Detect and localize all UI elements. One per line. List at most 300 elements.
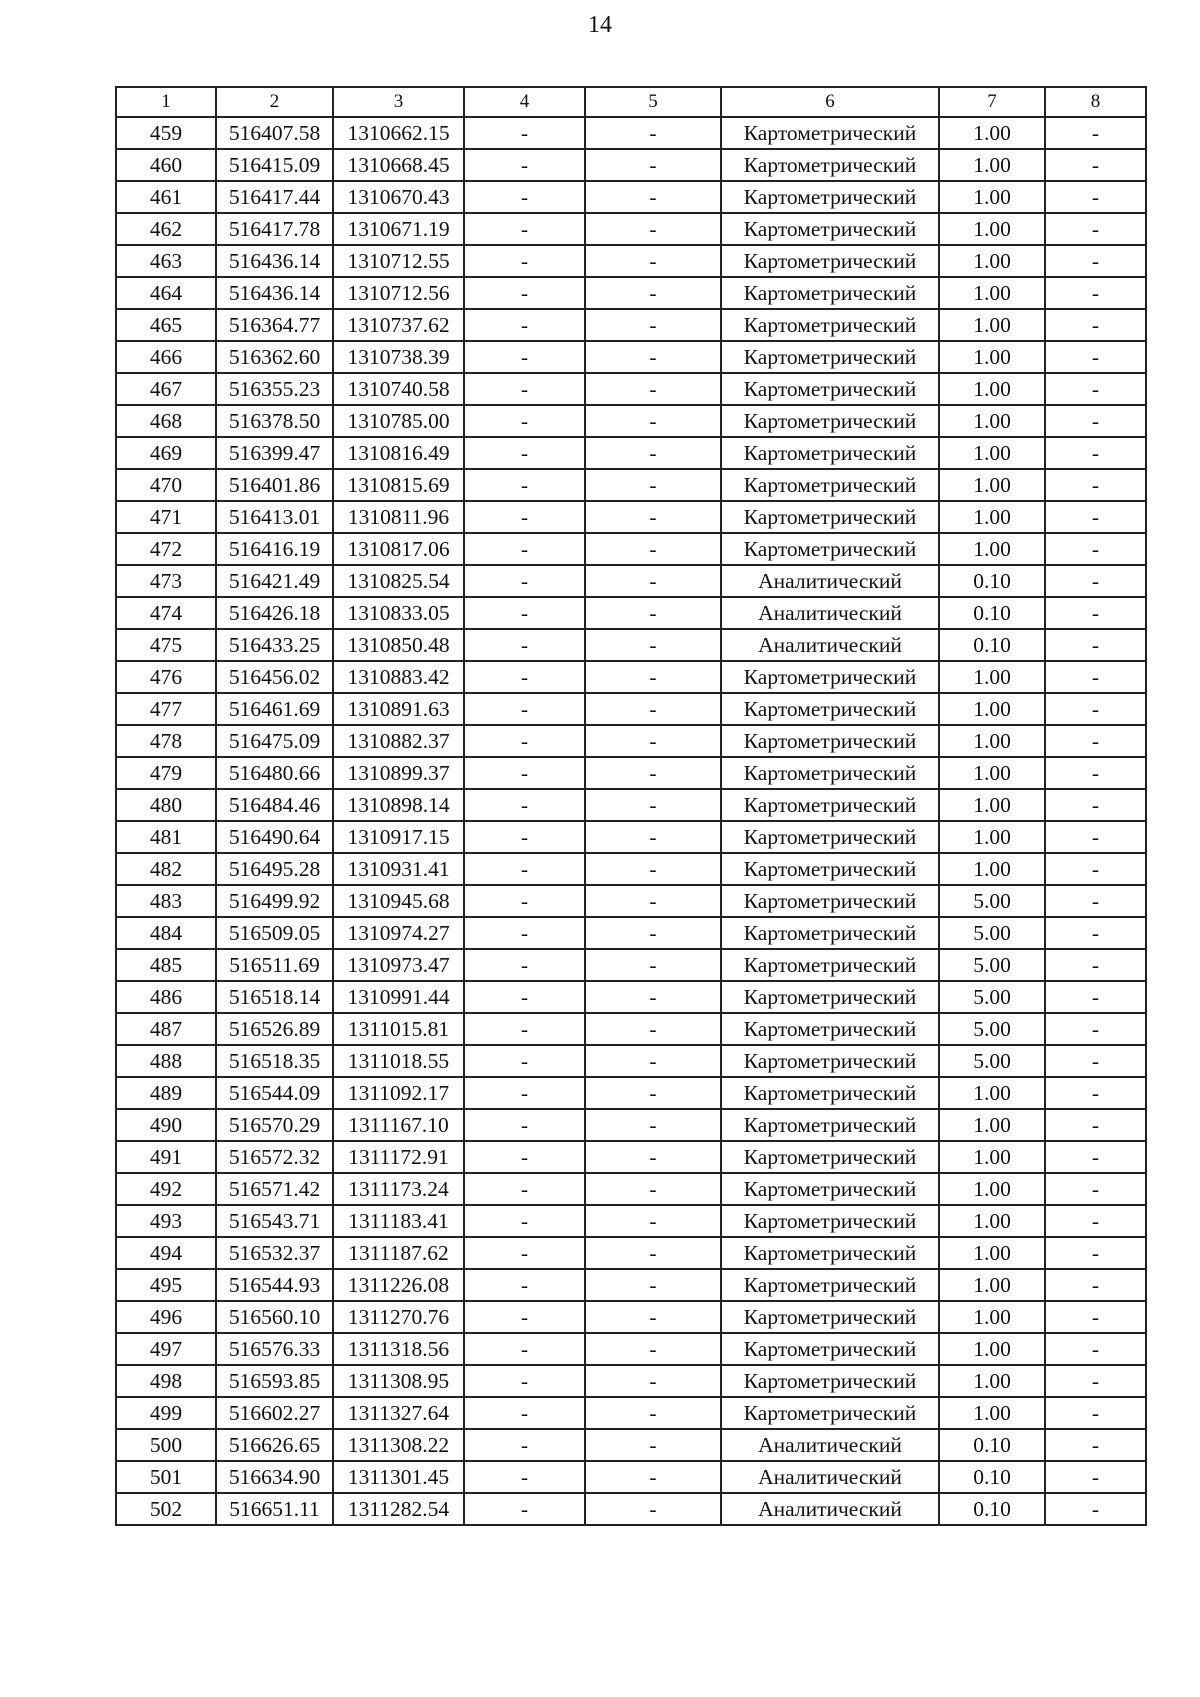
col5-cell: -: [585, 405, 721, 437]
point-number-cell: 466: [116, 341, 216, 373]
accuracy-cell: 1.00: [939, 373, 1045, 405]
table-row: [116, 1397, 1146, 1429]
col4-cell: -: [464, 181, 585, 213]
col8-cell: -: [1045, 405, 1146, 437]
table-row: [116, 117, 1146, 149]
col8-cell: -: [1045, 469, 1146, 501]
x-coordinate-cell: 516571.42: [216, 1173, 333, 1205]
method-cell: Картометрический: [721, 1173, 939, 1205]
col4-cell: -: [464, 213, 585, 245]
x-coordinate-cell: 516518.35: [216, 1045, 333, 1077]
y-coordinate-cell: 1311226.08: [333, 1269, 464, 1301]
accuracy-cell: 1.00: [939, 789, 1045, 821]
col4-cell: -: [464, 501, 585, 533]
method-cell: Картометрический: [721, 1077, 939, 1109]
table-row: [116, 853, 1146, 885]
point-number-cell: 477: [116, 693, 216, 725]
col4-cell: -: [464, 405, 585, 437]
col4-cell: -: [464, 949, 585, 981]
col8-cell: -: [1045, 1493, 1146, 1525]
accuracy-cell: 1.00: [939, 437, 1045, 469]
accuracy-cell: 1.00: [939, 1269, 1045, 1301]
point-number-cell: 493: [116, 1205, 216, 1237]
x-coordinate-cell: 516544.09: [216, 1077, 333, 1109]
col5-cell: -: [585, 1397, 721, 1429]
table-header-row: [116, 87, 1146, 117]
col4-cell: -: [464, 1109, 585, 1141]
point-number-cell: 482: [116, 853, 216, 885]
x-coordinate-cell: 516572.32: [216, 1141, 333, 1173]
y-coordinate-cell: 1310917.15: [333, 821, 464, 853]
point-number-cell: 491: [116, 1141, 216, 1173]
x-coordinate-cell: 516401.86: [216, 469, 333, 501]
col8-cell: -: [1045, 341, 1146, 373]
x-coordinate-cell: 516417.78: [216, 213, 333, 245]
col5-cell: -: [585, 853, 721, 885]
y-coordinate-cell: 1311092.17: [333, 1077, 464, 1109]
point-number-cell: 486: [116, 981, 216, 1013]
y-coordinate-cell: 1311187.62: [333, 1237, 464, 1269]
point-number-cell: 474: [116, 597, 216, 629]
table-row: [116, 789, 1146, 821]
col4-cell: -: [464, 437, 585, 469]
accuracy-cell: 1.00: [939, 1237, 1045, 1269]
col5-cell: -: [585, 1301, 721, 1333]
accuracy-cell: 1.00: [939, 341, 1045, 373]
method-cell: Картометрический: [721, 917, 939, 949]
col8-cell: -: [1045, 1013, 1146, 1045]
table-row: [116, 1333, 1146, 1365]
col4-cell: -: [464, 341, 585, 373]
col5-cell: -: [585, 501, 721, 533]
y-coordinate-cell: 1310825.54: [333, 565, 464, 597]
col8-cell: -: [1045, 1077, 1146, 1109]
method-cell: Картометрический: [721, 885, 939, 917]
col8-cell: -: [1045, 949, 1146, 981]
table-row: [116, 885, 1146, 917]
accuracy-cell: 1.00: [939, 821, 1045, 853]
x-coordinate-cell: 516490.64: [216, 821, 333, 853]
y-coordinate-cell: 1310785.00: [333, 405, 464, 437]
col8-cell: -: [1045, 981, 1146, 1013]
x-coordinate-cell: 516544.93: [216, 1269, 333, 1301]
col8-cell: -: [1045, 1205, 1146, 1237]
col4-cell: -: [464, 1301, 585, 1333]
col5-cell: -: [585, 117, 721, 149]
y-coordinate-cell: 1311308.95: [333, 1365, 464, 1397]
accuracy-cell: 1.00: [939, 405, 1045, 437]
method-cell: Картометрический: [721, 1141, 939, 1173]
x-coordinate-cell: 516416.19: [216, 533, 333, 565]
point-number-cell: 476: [116, 661, 216, 693]
point-number-cell: 462: [116, 213, 216, 245]
col5-cell: -: [585, 917, 721, 949]
y-coordinate-cell: 1310662.15: [333, 117, 464, 149]
table-row: [116, 501, 1146, 533]
accuracy-cell: 1.00: [939, 1365, 1045, 1397]
y-coordinate-cell: 1310931.41: [333, 853, 464, 885]
col4-cell: -: [464, 885, 585, 917]
accuracy-cell: 5.00: [939, 981, 1045, 1013]
accuracy-cell: 1.00: [939, 245, 1045, 277]
accuracy-cell: 1.00: [939, 693, 1045, 725]
point-number-cell: 467: [116, 373, 216, 405]
method-cell: Картометрический: [721, 1013, 939, 1045]
col8-cell: -: [1045, 149, 1146, 181]
point-number-cell: 465: [116, 309, 216, 341]
method-cell: Аналитический: [721, 597, 939, 629]
col5-cell: -: [585, 469, 721, 501]
col4-cell: -: [464, 1333, 585, 1365]
table-row: [116, 213, 1146, 245]
point-number-cell: 470: [116, 469, 216, 501]
x-coordinate-cell: 516461.69: [216, 693, 333, 725]
x-coordinate-cell: 516511.69: [216, 949, 333, 981]
col5-cell: -: [585, 1045, 721, 1077]
col4-cell: -: [464, 629, 585, 661]
col5-cell: -: [585, 885, 721, 917]
col4-cell: -: [464, 117, 585, 149]
table-row: [116, 1013, 1146, 1045]
accuracy-cell: 1.00: [939, 117, 1045, 149]
x-coordinate-cell: 516634.90: [216, 1461, 333, 1493]
table-row: [116, 437, 1146, 469]
point-number-cell: 494: [116, 1237, 216, 1269]
y-coordinate-cell: 1310899.37: [333, 757, 464, 789]
method-cell: Картометрический: [721, 853, 939, 885]
y-coordinate-cell: 1310891.63: [333, 693, 464, 725]
y-coordinate-cell: 1310811.96: [333, 501, 464, 533]
y-coordinate-cell: 1310883.42: [333, 661, 464, 693]
table-row: [116, 1365, 1146, 1397]
col5-cell: -: [585, 1461, 721, 1493]
table-row: [116, 1301, 1146, 1333]
table-row: [116, 981, 1146, 1013]
method-cell: Картометрический: [721, 309, 939, 341]
method-cell: Картометрический: [721, 341, 939, 373]
x-coordinate-cell: 516495.28: [216, 853, 333, 885]
x-coordinate-cell: 516626.65: [216, 1429, 333, 1461]
table-row: [116, 405, 1146, 437]
col4-cell: -: [464, 469, 585, 501]
column-header: 1: [116, 87, 216, 117]
y-coordinate-cell: 1310737.62: [333, 309, 464, 341]
accuracy-cell: 0.10: [939, 1493, 1045, 1525]
col4-cell: -: [464, 1269, 585, 1301]
x-coordinate-cell: 516509.05: [216, 917, 333, 949]
accuracy-cell: 5.00: [939, 1045, 1045, 1077]
table-row: [116, 565, 1146, 597]
point-number-cell: 495: [116, 1269, 216, 1301]
col8-cell: -: [1045, 1237, 1146, 1269]
x-coordinate-cell: 516456.02: [216, 661, 333, 693]
accuracy-cell: 5.00: [939, 885, 1045, 917]
method-cell: Картометрический: [721, 469, 939, 501]
column-header: 3: [333, 87, 464, 117]
x-coordinate-cell: 516526.89: [216, 1013, 333, 1045]
accuracy-cell: 1.00: [939, 1077, 1045, 1109]
col5-cell: -: [585, 245, 721, 277]
point-number-cell: 498: [116, 1365, 216, 1397]
y-coordinate-cell: 1310973.47: [333, 949, 464, 981]
col4-cell: -: [464, 1173, 585, 1205]
method-cell: Картометрический: [721, 725, 939, 757]
point-number-cell: 496: [116, 1301, 216, 1333]
y-coordinate-cell: 1311318.56: [333, 1333, 464, 1365]
col5-cell: -: [585, 341, 721, 373]
col4-cell: -: [464, 1013, 585, 1045]
method-cell: Картометрический: [721, 981, 939, 1013]
method-cell: Картометрический: [721, 181, 939, 213]
accuracy-cell: 1.00: [939, 853, 1045, 885]
x-coordinate-cell: 516413.01: [216, 501, 333, 533]
col8-cell: -: [1045, 853, 1146, 885]
col8-cell: -: [1045, 661, 1146, 693]
col5-cell: -: [585, 1333, 721, 1365]
table-row: [116, 149, 1146, 181]
point-number-cell: 483: [116, 885, 216, 917]
method-cell: Картометрический: [721, 789, 939, 821]
y-coordinate-cell: 1310882.37: [333, 725, 464, 757]
method-cell: Картометрический: [721, 437, 939, 469]
col5-cell: -: [585, 1109, 721, 1141]
x-coordinate-cell: 516576.33: [216, 1333, 333, 1365]
col5-cell: -: [585, 1173, 721, 1205]
col5-cell: -: [585, 1141, 721, 1173]
column-header: 5: [585, 87, 721, 117]
method-cell: Картометрический: [721, 213, 939, 245]
method-cell: Картометрический: [721, 661, 939, 693]
column-header: 8: [1045, 87, 1146, 117]
col5-cell: -: [585, 757, 721, 789]
col8-cell: -: [1045, 1365, 1146, 1397]
table-row: [116, 309, 1146, 341]
accuracy-cell: 1.00: [939, 1301, 1045, 1333]
table-row: [116, 725, 1146, 757]
point-number-cell: 488: [116, 1045, 216, 1077]
y-coordinate-cell: 1311015.81: [333, 1013, 464, 1045]
x-coordinate-cell: 516593.85: [216, 1365, 333, 1397]
y-coordinate-cell: 1310833.05: [333, 597, 464, 629]
accuracy-cell: 1.00: [939, 1141, 1045, 1173]
x-coordinate-cell: 516407.58: [216, 117, 333, 149]
point-number-cell: 502: [116, 1493, 216, 1525]
col8-cell: -: [1045, 1173, 1146, 1205]
y-coordinate-cell: 1311327.64: [333, 1397, 464, 1429]
col5-cell: -: [585, 1205, 721, 1237]
col8-cell: -: [1045, 117, 1146, 149]
y-coordinate-cell: 1310738.39: [333, 341, 464, 373]
method-cell: Аналитический: [721, 629, 939, 661]
table-row: [116, 949, 1146, 981]
point-number-cell: 489: [116, 1077, 216, 1109]
col5-cell: -: [585, 789, 721, 821]
col5-cell: -: [585, 565, 721, 597]
coordinates-table: [115, 86, 1147, 1526]
col5-cell: -: [585, 1077, 721, 1109]
table-row: [116, 469, 1146, 501]
col8-cell: -: [1045, 725, 1146, 757]
table-row: [116, 597, 1146, 629]
col4-cell: -: [464, 1237, 585, 1269]
col8-cell: -: [1045, 1045, 1146, 1077]
table-row: [116, 661, 1146, 693]
method-cell: Картометрический: [721, 405, 939, 437]
y-coordinate-cell: 1311167.10: [333, 1109, 464, 1141]
table-row: [116, 181, 1146, 213]
x-coordinate-cell: 516518.14: [216, 981, 333, 1013]
x-coordinate-cell: 516378.50: [216, 405, 333, 437]
col5-cell: -: [585, 1013, 721, 1045]
column-header: 2: [216, 87, 333, 117]
x-coordinate-cell: 516421.49: [216, 565, 333, 597]
col5-cell: -: [585, 1237, 721, 1269]
col8-cell: -: [1045, 693, 1146, 725]
accuracy-cell: 1.00: [939, 501, 1045, 533]
col4-cell: -: [464, 565, 585, 597]
accuracy-cell: 1.00: [939, 533, 1045, 565]
method-cell: Картометрический: [721, 821, 939, 853]
col4-cell: -: [464, 1045, 585, 1077]
table-row: [116, 341, 1146, 373]
accuracy-cell: 0.10: [939, 597, 1045, 629]
x-coordinate-cell: 516480.66: [216, 757, 333, 789]
method-cell: Картометрический: [721, 757, 939, 789]
col4-cell: -: [464, 981, 585, 1013]
table-row: [116, 1493, 1146, 1525]
accuracy-cell: 0.10: [939, 1429, 1045, 1461]
col8-cell: -: [1045, 821, 1146, 853]
y-coordinate-cell: 1310815.69: [333, 469, 464, 501]
point-number-cell: 472: [116, 533, 216, 565]
accuracy-cell: 1.00: [939, 149, 1045, 181]
method-cell: Картометрический: [721, 1237, 939, 1269]
y-coordinate-cell: 1310898.14: [333, 789, 464, 821]
method-cell: Картометрический: [721, 533, 939, 565]
accuracy-cell: 0.10: [939, 1461, 1045, 1493]
accuracy-cell: 0.10: [939, 629, 1045, 661]
x-coordinate-cell: 516543.71: [216, 1205, 333, 1237]
accuracy-cell: 1.00: [939, 277, 1045, 309]
method-cell: Картометрический: [721, 245, 939, 277]
table-body: [116, 117, 1146, 1525]
method-cell: Картометрический: [721, 1301, 939, 1333]
col8-cell: -: [1045, 501, 1146, 533]
col4-cell: -: [464, 693, 585, 725]
col8-cell: -: [1045, 533, 1146, 565]
table-row: [116, 629, 1146, 661]
point-number-cell: 471: [116, 501, 216, 533]
col4-cell: -: [464, 373, 585, 405]
col8-cell: -: [1045, 1109, 1146, 1141]
method-cell: Картометрический: [721, 1397, 939, 1429]
x-coordinate-cell: 516417.44: [216, 181, 333, 213]
col8-cell: -: [1045, 309, 1146, 341]
y-coordinate-cell: 1310671.19: [333, 213, 464, 245]
point-number-cell: 492: [116, 1173, 216, 1205]
point-number-cell: 469: [116, 437, 216, 469]
col5-cell: -: [585, 533, 721, 565]
x-coordinate-cell: 516355.23: [216, 373, 333, 405]
col8-cell: -: [1045, 245, 1146, 277]
col4-cell: -: [464, 1077, 585, 1109]
col4-cell: -: [464, 149, 585, 181]
col4-cell: -: [464, 1429, 585, 1461]
point-number-cell: 499: [116, 1397, 216, 1429]
method-cell: Картометрический: [721, 149, 939, 181]
point-number-cell: 463: [116, 245, 216, 277]
method-cell: Картометрический: [721, 277, 939, 309]
x-coordinate-cell: 516484.46: [216, 789, 333, 821]
table-row: [116, 917, 1146, 949]
y-coordinate-cell: 1310740.58: [333, 373, 464, 405]
col4-cell: -: [464, 1141, 585, 1173]
y-coordinate-cell: 1311308.22: [333, 1429, 464, 1461]
table-row: [116, 373, 1146, 405]
method-cell: Картометрический: [721, 949, 939, 981]
table-row: [116, 533, 1146, 565]
point-number-cell: 485: [116, 949, 216, 981]
col5-cell: -: [585, 981, 721, 1013]
table-row: [116, 693, 1146, 725]
col5-cell: -: [585, 181, 721, 213]
point-number-cell: 468: [116, 405, 216, 437]
method-cell: Картометрический: [721, 1333, 939, 1365]
table-row: [116, 1429, 1146, 1461]
accuracy-cell: 5.00: [939, 949, 1045, 981]
table-row: [116, 245, 1146, 277]
col8-cell: -: [1045, 597, 1146, 629]
col5-cell: -: [585, 821, 721, 853]
y-coordinate-cell: 1310712.56: [333, 277, 464, 309]
page-number: 14: [588, 12, 612, 38]
col4-cell: -: [464, 821, 585, 853]
method-cell: Картометрический: [721, 373, 939, 405]
y-coordinate-cell: 1310670.43: [333, 181, 464, 213]
col4-cell: -: [464, 789, 585, 821]
accuracy-cell: 1.00: [939, 1109, 1045, 1141]
x-coordinate-cell: 516651.11: [216, 1493, 333, 1525]
point-number-cell: 461: [116, 181, 216, 213]
col4-cell: -: [464, 1493, 585, 1525]
col8-cell: -: [1045, 1333, 1146, 1365]
table-row: [116, 1205, 1146, 1237]
point-number-cell: 484: [116, 917, 216, 949]
accuracy-cell: 1.00: [939, 1333, 1045, 1365]
col8-cell: -: [1045, 1141, 1146, 1173]
method-cell: Аналитический: [721, 1429, 939, 1461]
col4-cell: -: [464, 661, 585, 693]
method-cell: Картометрический: [721, 501, 939, 533]
col8-cell: -: [1045, 181, 1146, 213]
col5-cell: -: [585, 373, 721, 405]
accuracy-cell: 1.00: [939, 661, 1045, 693]
col8-cell: -: [1045, 629, 1146, 661]
col4-cell: -: [464, 1365, 585, 1397]
y-coordinate-cell: 1311018.55: [333, 1045, 464, 1077]
col5-cell: -: [585, 661, 721, 693]
accuracy-cell: 1.00: [939, 757, 1045, 789]
y-coordinate-cell: 1311301.45: [333, 1461, 464, 1493]
point-number-cell: 500: [116, 1429, 216, 1461]
col4-cell: -: [464, 597, 585, 629]
col4-cell: -: [464, 1461, 585, 1493]
point-number-cell: 501: [116, 1461, 216, 1493]
method-cell: Аналитический: [721, 1493, 939, 1525]
y-coordinate-cell: 1311183.41: [333, 1205, 464, 1237]
col8-cell: -: [1045, 1461, 1146, 1493]
col5-cell: -: [585, 725, 721, 757]
